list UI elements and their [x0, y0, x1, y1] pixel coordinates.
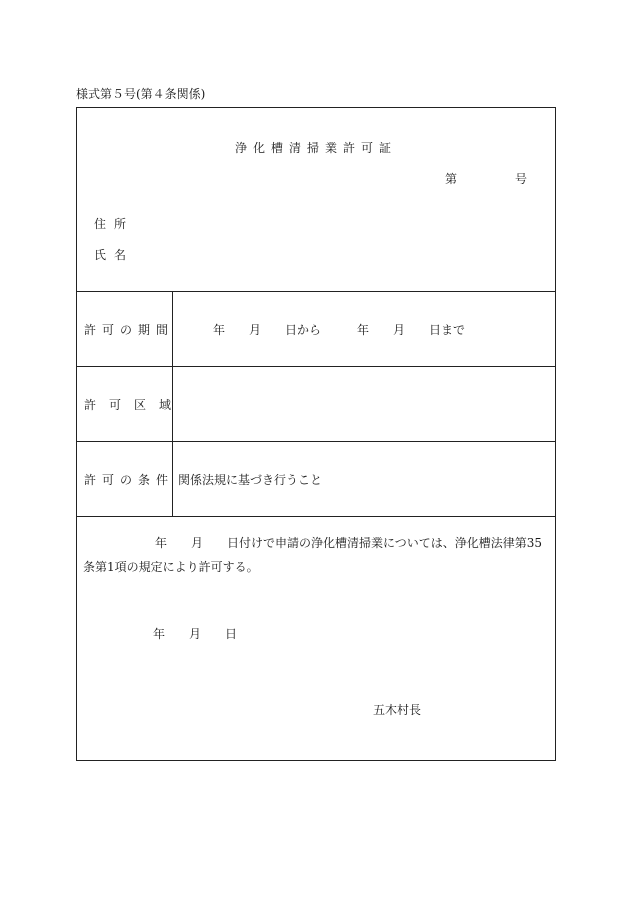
- divider: [77, 291, 555, 292]
- number-prefix: 第: [445, 172, 458, 186]
- divider: [77, 441, 555, 442]
- row-label-period: 許可の期間: [84, 323, 175, 337]
- row-value-condition: 関係法規に基づき行うこと: [178, 473, 323, 487]
- row-value-period: 年 月 日から 年 月 日まで: [213, 323, 466, 337]
- divider: [77, 366, 555, 367]
- divider: [77, 516, 555, 517]
- issue-date: 年 月 日: [153, 627, 238, 641]
- signer: 五木村長: [373, 703, 422, 717]
- permit-statement: 年 月 日付けで申請の浄化槽清掃業については、浄化槽法律第35条第1項の規定により許可する。: [83, 536, 543, 574]
- row-label-area: 許可区域: [84, 398, 185, 412]
- name-label: 氏名: [94, 248, 135, 262]
- form-id: 様式第５号(第４条関係): [76, 87, 206, 101]
- permit-frame: [76, 107, 556, 761]
- row-label-condition: 許可の条件: [84, 473, 175, 487]
- permit-title: 浄化槽清掃業許可証: [234, 141, 397, 155]
- address-label: 住所: [94, 217, 135, 231]
- number-suffix: 号: [515, 172, 528, 186]
